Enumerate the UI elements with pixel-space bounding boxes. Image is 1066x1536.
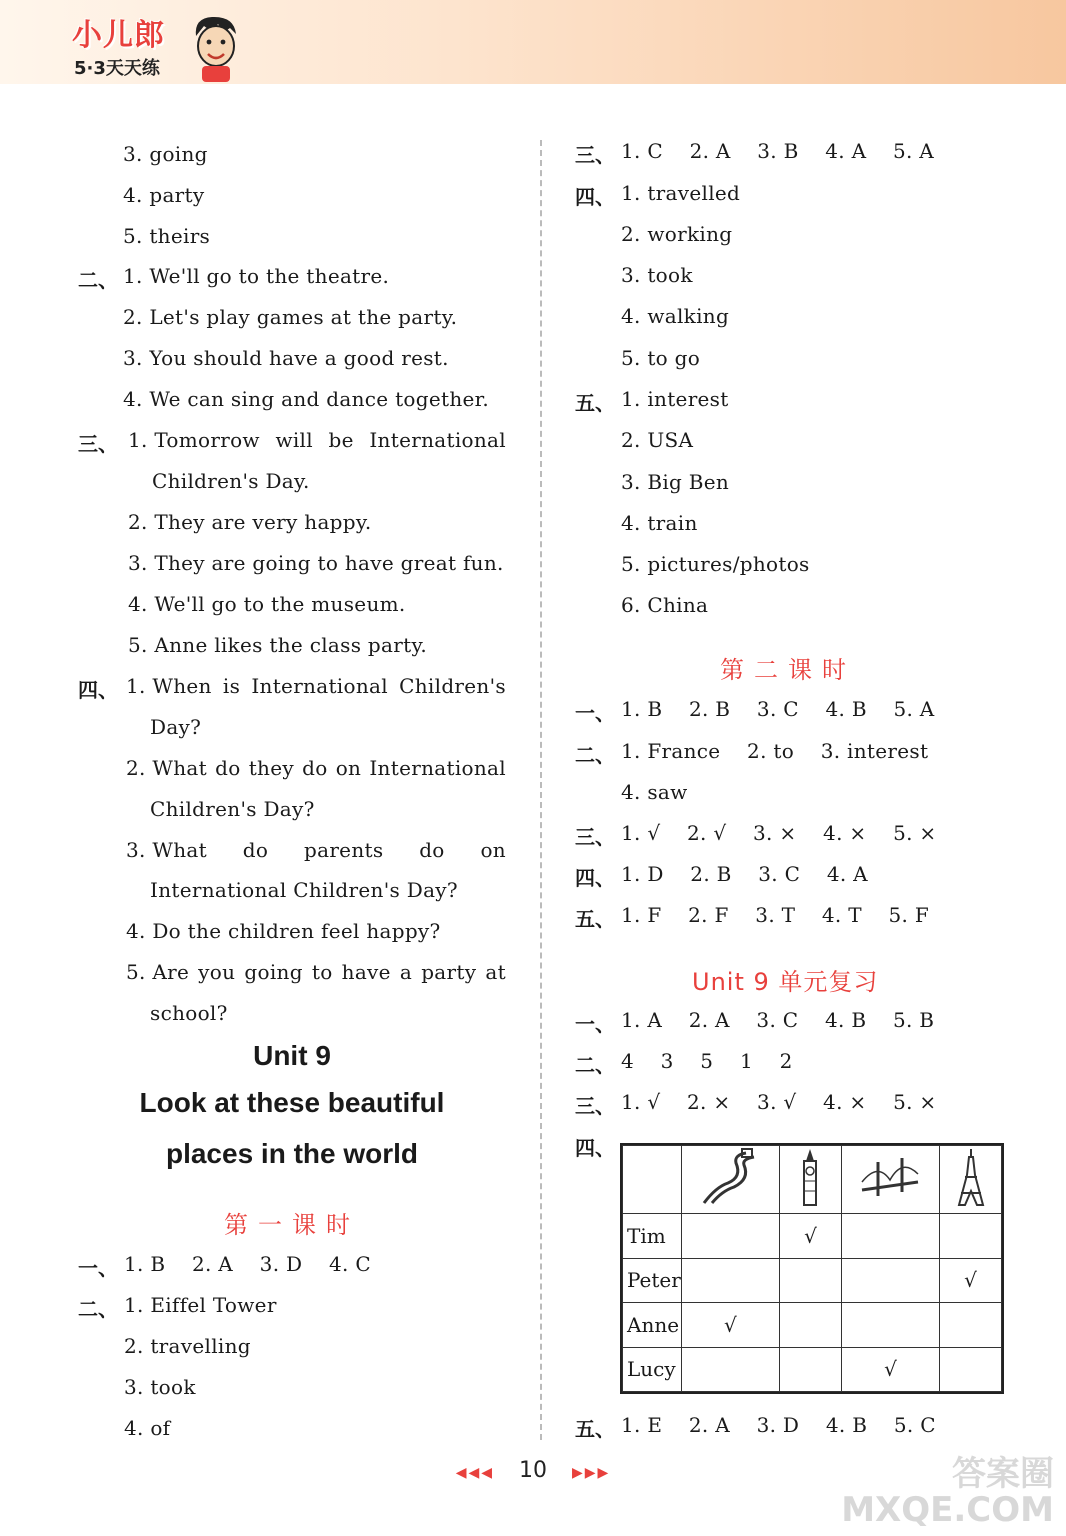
- section-mark: 三、: [78, 432, 118, 456]
- lesson-heading: 第一课时: [224, 1211, 360, 1239]
- answer-line: 1. B 2. A 3. D 4. C: [124, 1252, 371, 1276]
- table-row-name: Peter: [623, 1258, 682, 1303]
- brand-title: 小儿郎: [72, 18, 165, 53]
- word: do: [215, 756, 241, 780]
- table-cell: [779, 1347, 841, 1392]
- section-mark: 一、: [575, 1012, 615, 1036]
- word: on: [335, 756, 362, 780]
- table-cell: [940, 1347, 1002, 1392]
- word: International: [251, 674, 388, 698]
- review-heading: Unit 9 单元复习: [692, 968, 879, 996]
- word: International: [369, 756, 506, 780]
- table-header-cell: [779, 1146, 841, 1214]
- next-arrows-icon: ▶▶▶: [572, 1465, 611, 1481]
- answer-line: 5. Anne likes the class party.: [128, 633, 428, 657]
- word: do: [242, 838, 269, 862]
- table-row-name: Tim: [623, 1214, 682, 1259]
- watermark-line: 答案圈: [952, 1454, 1054, 1494]
- answer-line: 3. You should have a good rest.: [123, 346, 449, 370]
- table-cell: √: [940, 1258, 1002, 1303]
- section-mark: 三、: [575, 825, 615, 849]
- section-mark: 四、: [575, 185, 615, 209]
- answer-line: 4. We can sing and dance together.: [123, 387, 489, 411]
- unit-title: Unit 9: [253, 1040, 331, 1071]
- table-cell: √: [841, 1347, 939, 1392]
- answer-line: 2. USA: [621, 428, 694, 452]
- answer-line: 5. theirs: [123, 224, 211, 248]
- watermark-line: MXQE.COM: [841, 1490, 1054, 1530]
- watermark: [841, 1456, 1054, 1528]
- word: 2. What: [126, 756, 207, 780]
- column-divider: [540, 140, 542, 1440]
- answer-line: 4. party: [123, 183, 205, 207]
- prev-arrows-icon: ◀◀◀: [455, 1465, 494, 1481]
- word: you: [198, 960, 236, 984]
- bridge-icon: [858, 1152, 922, 1202]
- table-cell: [779, 1303, 841, 1348]
- answer-line: Day?: [150, 715, 202, 739]
- answer-line-justified: [128, 428, 506, 452]
- section-mark: 五、: [575, 391, 615, 415]
- answer-line: 1. Eiffel Tower: [124, 1293, 277, 1317]
- word: International: [369, 428, 506, 452]
- section-mark: 二、: [575, 1053, 615, 1077]
- mascot-icon: [190, 14, 242, 82]
- table-cell: [940, 1303, 1002, 1348]
- word: will: [275, 428, 313, 452]
- answer-table: [620, 1143, 1004, 1394]
- word: Children's: [399, 674, 506, 698]
- section-mark: 一、: [575, 701, 615, 725]
- word: going: [244, 960, 303, 984]
- answer-line: 1. France 2. to 3. interest: [621, 739, 929, 763]
- word: at: [485, 960, 506, 984]
- answer-line: 3. took: [124, 1375, 196, 1399]
- answer-line: 2. working: [621, 222, 733, 246]
- answer-line: 2. travelling: [124, 1334, 251, 1358]
- brand-logo: [68, 10, 248, 82]
- word: be: [328, 428, 354, 452]
- unit-subtitle: places in the world: [165, 1138, 419, 1169]
- section-mark: 二、: [78, 1297, 118, 1321]
- answer-line: 1. A 2. A 3. C 4. B 5. B: [621, 1008, 935, 1032]
- answer-line: Children's Day?: [150, 797, 315, 821]
- word: on: [480, 838, 506, 862]
- table-cell: [681, 1214, 779, 1259]
- answer-line: 1. F 2. F 3. T 4. T 5. F: [621, 903, 930, 927]
- answer-line-justified: [126, 674, 506, 698]
- word: party: [421, 960, 477, 984]
- answer-line: 2. They are very happy.: [128, 510, 372, 534]
- answer-line: 4. Do the children feel happy?: [126, 919, 441, 943]
- table-header-cell: [681, 1146, 779, 1214]
- answer-line: 3. Big Ben: [621, 470, 730, 494]
- answer-line-justified: [126, 756, 506, 780]
- answer-line: 1. √ 2. √ 3. × 4. × 5. ×: [621, 821, 937, 845]
- word: 3. What: [126, 838, 207, 862]
- table-cell: √: [779, 1214, 841, 1259]
- big-ben-icon: [790, 1147, 830, 1207]
- answer-line: International Children's Day?: [150, 878, 458, 902]
- answer-line: 1. travelled: [621, 181, 741, 205]
- word: to: [311, 960, 333, 984]
- section-mark: 五、: [575, 907, 615, 931]
- table-row-name: Lucy: [623, 1347, 682, 1392]
- table-cell: [940, 1214, 1002, 1259]
- section-mark: 四、: [575, 866, 615, 890]
- page-number: 10: [519, 1458, 547, 1483]
- answer-line: 5. to go: [621, 346, 701, 370]
- section-mark: 二、: [78, 268, 118, 292]
- table-cell: [779, 1258, 841, 1303]
- answer-line: 3. going: [123, 142, 208, 166]
- word: do: [302, 756, 328, 780]
- table-cell: [841, 1303, 939, 1348]
- word: they: [248, 756, 294, 780]
- word: parents: [304, 838, 384, 862]
- answer-line-justified: [126, 838, 506, 862]
- answer-line: 1. interest: [621, 387, 729, 411]
- word: 5. Are: [126, 960, 190, 984]
- answer-line: 1. B 2. B 3. C 4. B 5. A: [621, 697, 935, 721]
- table-header-cell: [841, 1146, 939, 1214]
- answer-line: 1. E 2. A 3. D 4. B 5. C: [621, 1413, 936, 1437]
- answer-line: 4 3 5 1 2: [621, 1049, 793, 1073]
- table-row-name: Anne: [623, 1303, 682, 1348]
- word: have: [341, 960, 391, 984]
- answer-line: 4. train: [621, 511, 698, 535]
- table-cell: √: [681, 1303, 779, 1348]
- section-mark: 五、: [575, 1417, 615, 1441]
- answer-line: 4. walking: [621, 304, 730, 328]
- answer-line: 1. D 2. B 3. C 4. A: [621, 862, 868, 886]
- table-cell: [841, 1214, 939, 1259]
- section-mark: 四、: [78, 678, 118, 702]
- section-mark: 三、: [575, 143, 615, 167]
- answer-line: 2. Let's play games at the party.: [123, 305, 458, 329]
- section-mark: 一、: [78, 1256, 118, 1280]
- answer-line: Children's Day.: [152, 469, 310, 493]
- section-mark: 三、: [575, 1094, 615, 1118]
- answer-line: 3. took: [621, 263, 693, 287]
- lesson-heading: 第二课时: [720, 656, 856, 684]
- table-corner: [623, 1146, 682, 1214]
- answer-line: 1. We'll go to the theatre.: [123, 264, 390, 288]
- word: 1. When: [126, 674, 212, 698]
- word: a: [399, 960, 413, 984]
- table-cell: [841, 1258, 939, 1303]
- answer-line: 4. We'll go to the museum.: [128, 592, 406, 616]
- answer-line: school?: [150, 1001, 228, 1025]
- section-mark: 四、: [575, 1136, 615, 1160]
- answer-line: 4. saw: [621, 780, 688, 804]
- answer-line: 4. of: [124, 1416, 171, 1440]
- answer-line-justified: [126, 960, 506, 984]
- great-wall-icon: [698, 1147, 762, 1207]
- table-header-cell: [940, 1146, 1002, 1214]
- brand-series: 5·3天天练: [74, 58, 160, 79]
- answer-line: 1. √ 2. × 3. √ 4. × 5. ×: [621, 1090, 937, 1114]
- word: is: [222, 674, 241, 698]
- word: do: [419, 838, 445, 862]
- answer-line: 5. pictures/photos: [621, 552, 810, 576]
- answer-line: 3. They are going to have great fun.: [128, 551, 504, 575]
- eiffel-tower-icon: [951, 1147, 991, 1207]
- word: 1. Tomorrow: [128, 428, 260, 452]
- table-cell: [681, 1258, 779, 1303]
- unit-subtitle: Look at these beautiful: [139, 1087, 445, 1118]
- table-cell: [681, 1347, 779, 1392]
- answer-line: 6. China: [621, 593, 709, 617]
- answer-line: 1. C 2. A 3. B 4. A 5. A: [621, 139, 935, 163]
- section-mark: 二、: [575, 743, 615, 767]
